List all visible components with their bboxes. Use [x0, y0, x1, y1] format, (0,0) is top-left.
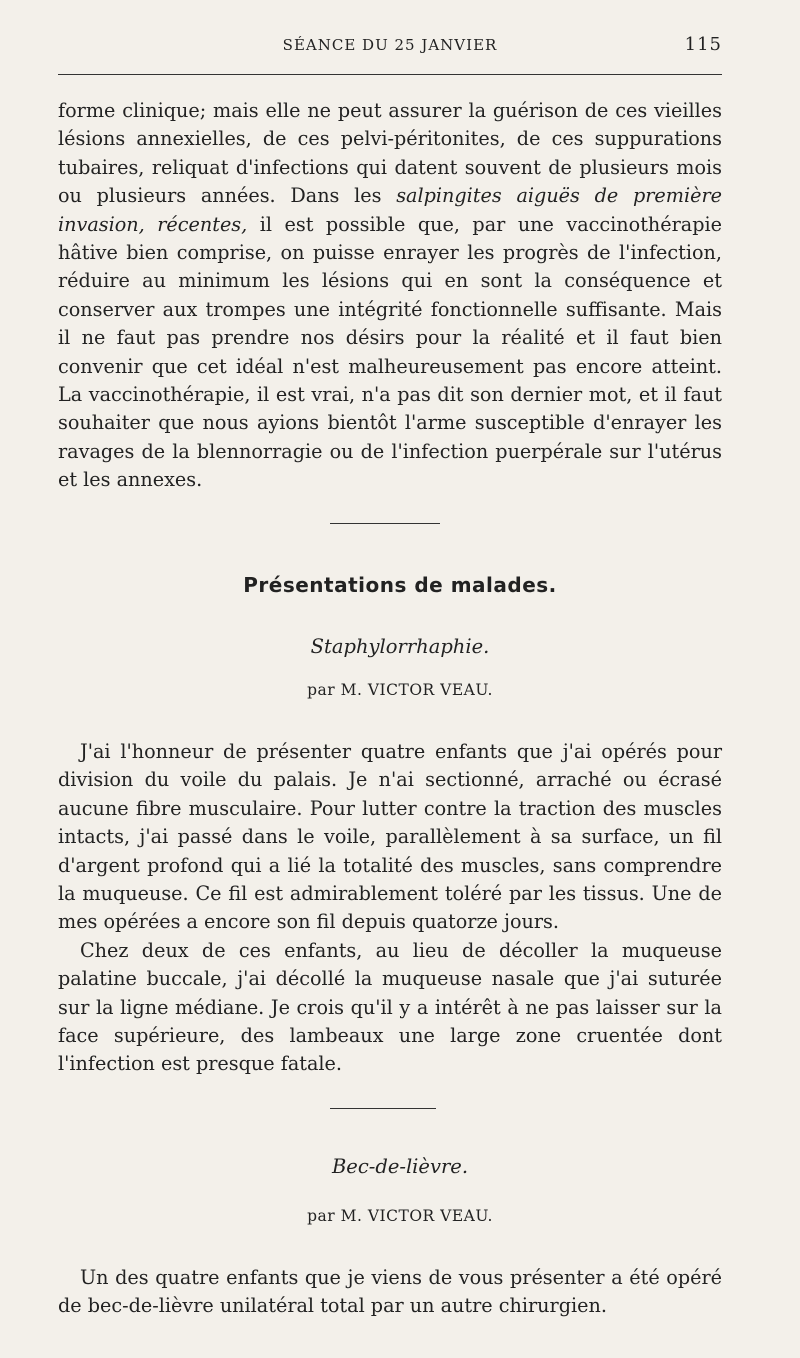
section-divider — [330, 523, 440, 524]
paragraph: J'ai l'honneur de présenter quatre enfants que j'ai opérés pour division du voile du palais. Je n'ai sectionné, arraché ou écrasé aucune fibre musculaire. Pour lutter contre la traction des muscles intacts, j'ai passé dans le voile, parallèlement à sa surface, un fil d'argent profond qui a lié la totalité des muscles, sans comprendre la muqueuse. Ce fil est admirablement toléré par les tissus. Une de mes opérées a encore son fil depuis quatorze jours. — [58, 740, 722, 934]
header-title: SÉANCE DU 25 JANVIER — [282, 36, 498, 54]
intro-text-start: forme clinique; mais elle ne peut assurer la guérison de ces vieilles lésions annexielles, de ces pelvi-péritonites, de ces suppurations tubaires, reliquat d'infections qui datent souvent de plusieurs mois ou plusieurs années. Dans les — [58, 99, 722, 208]
intro-paragraph — [58, 97, 722, 495]
article-body-staphylorrhaphie — [58, 738, 722, 1079]
intro-text — [58, 97, 722, 495]
article-byline: par M. VICTOR VEAU. — [307, 681, 493, 699]
article-title-staphylorrhaphie: Staphylorrhaphie. — [310, 635, 490, 658]
article-body-bec-de-lievre — [58, 1264, 722, 1321]
section-divider — [330, 1108, 436, 1109]
article-byline: par M. VICTOR VEAU. — [307, 1207, 493, 1225]
paragraph: Chez deux de ces enfants, au lieu de décoller la muqueuse palatine buccale, j'ai décollé la muqueuse nasale que j'ai suturée sur la ligne médiane. Je crois qu'il y a intérêt à ne pas laisser sur la face supérieure, des lambeaux une large zone cruentée dont l'infection est presque fatale. — [58, 938, 722, 1076]
paragraph: Un des quatre enfants que je viens de vous présenter a été opéré de bec-de-lièvre unilatéral total par un autre chirurgien. — [58, 1266, 722, 1318]
intro-text-end: il est possible que, par une vaccinothérapie hâtive bien comprise, on puisse enrayer les progrès de l'infection, réduire au minimum les lésions qui en sont la conséquence et conserver aux trompes une intégrité fonctionnelle suffisante. Mais il ne faut pas prendre nos désirs pour la réalité et il faut bien convenir que cet idéal n'est malheureusement pas encore atteint. La vaccinothérapie, il est vrai, n'a pas dit son dernier mot, et il faut souhaiter que nous ayions bientôt l'arme susceptible d'enrayer les ravages de la blennorragie ou de l'infection puerpérale sur l'utérus et les annexes. — [58, 212, 723, 492]
intro-text-italic: salpingites aiguës de première invasion, récentes, — [58, 184, 722, 236]
running-header — [58, 34, 722, 58]
page-number: 115 — [684, 34, 722, 55]
header-rule — [58, 74, 722, 75]
section-title: Présentations de malades. — [243, 573, 557, 597]
article-title-bec-de-lievre: Bec-de-lièvre. — [331, 1155, 469, 1178]
